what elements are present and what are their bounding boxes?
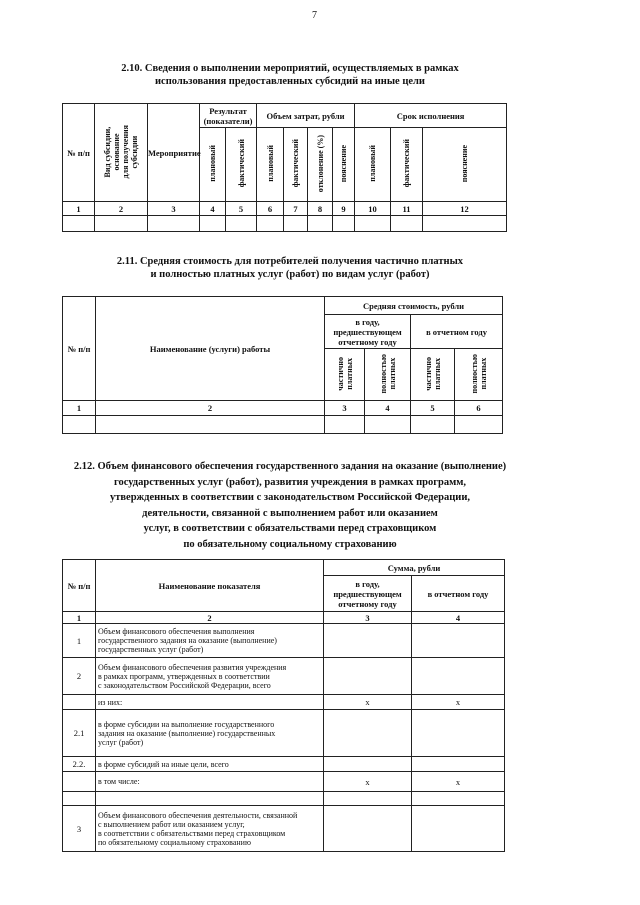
col-index: 2	[96, 401, 325, 416]
row-name	[96, 792, 324, 806]
row-prev	[324, 710, 412, 757]
col-subsidy-kind-header: Вид субсидии, основание для получения субсидии	[95, 104, 148, 202]
col-index: 4	[200, 202, 226, 216]
col-index: 8	[308, 202, 333, 216]
title-line: 2.12. Объем финансового обеспечения государственного задания на оказание (выполнение)	[73, 461, 507, 472]
row-num: 3	[63, 806, 96, 852]
table-row	[63, 710, 505, 757]
row-cur: х	[412, 695, 505, 710]
sub-actual: фактический	[284, 128, 308, 202]
row-name: в том числе:	[96, 772, 324, 792]
col-index: 10	[355, 202, 391, 216]
col-index: 3	[325, 401, 365, 416]
row-cur	[412, 792, 505, 806]
table-row	[63, 757, 505, 772]
col-index: 7	[284, 202, 308, 216]
col-index: 9	[333, 202, 355, 216]
section-2-10-title	[60, 62, 520, 88]
row-name: Объем финансового обеспечения развития учреждения в рамках программ, утвержденных в соответствии с законодательством Российской Федерации, всего	[96, 658, 324, 695]
table-2-12	[62, 559, 505, 852]
row-name: в форме субсидии на выполнение государственного задания на оказание (выполнение) государственных услуг (работ)	[96, 710, 324, 757]
sub-explanation: пояснение	[423, 128, 507, 202]
row-num: 2.2.	[63, 757, 96, 772]
row-name: из них:	[96, 695, 324, 710]
row-prev: х	[324, 695, 412, 710]
page-number: 7	[312, 10, 317, 21]
sub-planned: плановый	[257, 128, 284, 202]
table-row	[63, 216, 507, 232]
col-index: 2	[95, 202, 148, 216]
sub-partial: частично платных	[411, 349, 455, 401]
col-index: 1	[63, 401, 96, 416]
col-num-header: № п/п	[63, 297, 96, 401]
title-line: по обязательному социальному страхованию	[183, 538, 397, 550]
col-index: 3	[148, 202, 200, 216]
title-line: и полностью платных услуг (работ) по видам услуг (работ)	[150, 269, 430, 280]
table-row	[63, 416, 503, 434]
sub-actual: фактический	[226, 128, 257, 202]
row-name: Объем финансового обеспечения выполнения государственного задания на оказание (выполнение) государственных услуг (работ)	[96, 624, 324, 658]
sub-planned: плановый	[200, 128, 226, 202]
col-index: 6	[455, 401, 503, 416]
row-name: Объем финансового обеспечения деятельности, связанной с выполнением работ или оказанием услуг, в соответствии с обязательствами перед страховщиком по обязательному социальному страхованию	[96, 806, 324, 852]
row-prev	[324, 658, 412, 695]
row-num	[63, 772, 96, 792]
group-result-header: Результат (показатели)	[200, 104, 257, 128]
sub-planned: плановый	[355, 128, 391, 202]
table-2-10	[62, 103, 507, 232]
sub-partial: частично платных	[325, 349, 365, 401]
row-prev	[324, 624, 412, 658]
title-line: государственных услуг (работ), развития учреждения в рамках программ,	[113, 476, 467, 488]
col-index: 5	[226, 202, 257, 216]
col-num-header: № п/п	[63, 560, 96, 612]
col-index: 12	[423, 202, 507, 216]
row-cur	[412, 710, 505, 757]
sub-full: полностью платных	[365, 349, 411, 401]
col-index: 1	[63, 612, 96, 624]
table-row	[63, 772, 505, 792]
col-event-header: Мероприятие	[148, 104, 200, 202]
title-line: утвержденных в соответствии с законодательством Российской Федерации,	[109, 492, 471, 503]
row-num	[63, 695, 96, 710]
title-line: использования предоставленных субсидий на иные цели	[154, 76, 425, 87]
section-2-12-title	[40, 459, 540, 552]
group-current-year-header: в отчетном году	[411, 315, 503, 349]
col-index: 2	[96, 612, 324, 624]
sub-deviation: отклонение (%)	[308, 128, 333, 202]
row-num: 2	[63, 658, 96, 695]
col-index: 11	[391, 202, 423, 216]
table-row	[63, 624, 505, 658]
current-year-header: в отчетном году	[412, 576, 505, 612]
row-num	[63, 792, 96, 806]
col-index: 4	[365, 401, 411, 416]
col-num-header: № п/п	[63, 104, 95, 202]
col-name-header: Наименование (услуги) работы	[96, 297, 325, 401]
table-row	[63, 658, 505, 695]
col-index: 1	[63, 202, 95, 216]
row-prev	[324, 806, 412, 852]
row-cur: х	[412, 772, 505, 792]
title-line: услуг, в соответствии с обязательствами перед страховщиком	[143, 523, 437, 534]
sub-explanation: пояснение	[333, 128, 355, 202]
row-name: в форме субсидий на иные цели, всего	[96, 757, 324, 772]
row-prev	[324, 792, 412, 806]
title-line: деятельности, связанной с выполнением работ или оказанием	[142, 507, 438, 519]
col-name-header: Наименование показателя	[96, 560, 324, 612]
sub-actual: фактический	[391, 128, 423, 202]
row-num: 2.1	[63, 710, 96, 757]
title-line: 2.11. Средняя стоимость для потребителей получения частично платных	[116, 256, 464, 267]
table-row	[63, 695, 505, 710]
row-cur	[412, 658, 505, 695]
section-2-11-title	[60, 255, 520, 281]
group-costs-header: Объем затрат, рубли	[257, 104, 355, 128]
row-cur	[412, 757, 505, 772]
row-num: 1	[63, 624, 96, 658]
row-prev	[324, 757, 412, 772]
col-index: 4	[412, 612, 505, 624]
row-cur	[412, 806, 505, 852]
group-term-header: Срок исполнения	[355, 104, 507, 128]
group-sum-header: Сумма, рубли	[324, 560, 505, 576]
col-index: 3	[324, 612, 412, 624]
title-line: 2.10. Сведения о выполнении мероприятий, осуществляемых в рамках	[121, 63, 459, 74]
col-index: 5	[411, 401, 455, 416]
table-2-11	[62, 296, 503, 434]
table-row	[63, 806, 505, 852]
row-cur	[412, 624, 505, 658]
sub-full: полностью платных	[455, 349, 503, 401]
row-prev: х	[324, 772, 412, 792]
table-row	[63, 792, 505, 806]
group-prev-year-header: в году, предшествующем отчетному году	[325, 315, 411, 349]
col-index: 6	[257, 202, 284, 216]
prev-year-header: в году, предшествующем отчетному году	[324, 576, 412, 612]
group-avg-cost-header: Средняя стоимость, рубли	[325, 297, 503, 315]
